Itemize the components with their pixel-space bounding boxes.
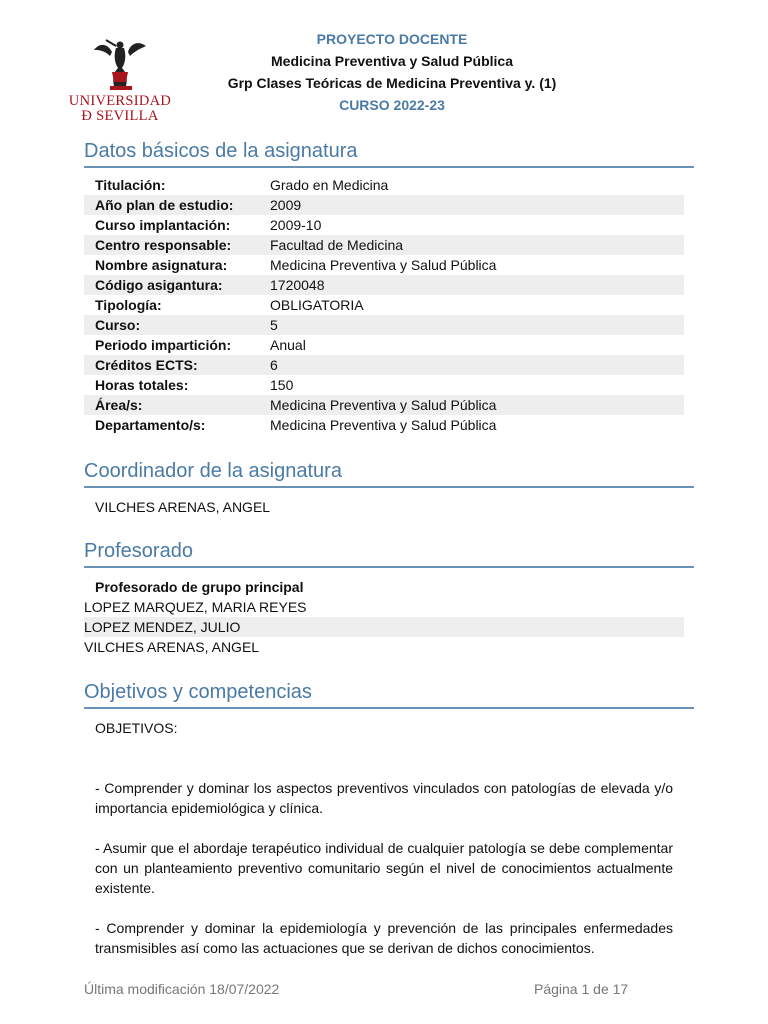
row-value: Facultad de Medicina <box>270 237 404 253</box>
group-name: Grp Clases Teóricas de Medicina Preventiva y. (1) <box>227 75 557 91</box>
table-row <box>84 315 684 335</box>
seal-icon <box>86 36 154 94</box>
row-label: Curso: <box>95 317 141 333</box>
row-label: Titulación: <box>95 177 166 193</box>
section-title-coordinador: Coordinador de la asignatura <box>84 459 694 488</box>
objetivos-label: OBJETIVOS: <box>95 720 178 736</box>
objective-paragraph: - Comprender y dominar la epidemiología y prevención de las principales enfermedades transmisibles así como las actuaciones que se derivan de dichos conocimientos. <box>95 920 673 956</box>
objective-paragraph: - Comprender y dominar los aspectos preventivos vinculados con patologías de elevada y/o importancia epidemiológica y clínica. <box>95 780 673 816</box>
list-item <box>84 617 684 637</box>
table-row <box>84 395 684 415</box>
section-title-profesorado: Profesorado <box>84 539 694 568</box>
table-row <box>84 255 684 275</box>
table-row <box>84 175 684 195</box>
course-year: CURSO 2022-23 <box>339 97 445 113</box>
professor-name: LOPEZ MENDEZ, JULIO <box>84 619 241 635</box>
section-title-datos: Datos básicos de la asignatura <box>84 139 694 168</box>
coordinator-name: VILCHES ARENAS, ANGEL <box>95 499 271 515</box>
document-title: PROYECTO DOCENTE <box>316 31 468 47</box>
row-value: Grado en Medicina <box>270 177 389 193</box>
profesorado-list <box>84 577 684 657</box>
row-value: 5 <box>270 317 278 333</box>
row-label: Código asigantura: <box>95 277 223 293</box>
page-number: Página 1 de 17 <box>534 981 629 997</box>
row-value: OBLIGATORIA <box>270 297 364 313</box>
document-header <box>200 28 584 116</box>
row-value: 1720048 <box>270 277 325 293</box>
table-row <box>84 215 684 235</box>
row-value: Medicina Preventiva y Salud Pública <box>270 397 497 413</box>
table-row <box>84 335 684 355</box>
row-label: Departamento/s: <box>95 417 206 433</box>
objective-paragraph: - Asumir que el abordaje terapéutico individual de cualquier patología se debe complementar con un planteamiento preventivo comunitario según el nivel de conocimientos actualmente existente. <box>95 840 673 896</box>
row-label: Tipología: <box>95 297 162 313</box>
professor-name: VILCHES ARENAS, ANGEL <box>84 639 260 655</box>
profesorado-heading: Profesorado de grupo principal <box>95 579 304 595</box>
datos-table <box>84 175 684 435</box>
table-row <box>84 275 684 295</box>
row-value: Medicina Preventiva y Salud Pública <box>270 257 497 273</box>
table-row <box>84 195 684 215</box>
table-row <box>84 295 684 315</box>
row-label: Créditos ECTS: <box>95 357 198 373</box>
row-label: Curso implantación: <box>95 217 231 233</box>
logo-wordmark <box>64 94 176 124</box>
row-label: Periodo impartición: <box>95 337 232 353</box>
list-item <box>84 637 684 657</box>
row-value: Medicina Preventiva y Salud Pública <box>270 417 497 433</box>
row-value: 2009-10 <box>270 217 322 233</box>
professor-name: LOPEZ MARQUEZ, MARIA REYES <box>84 599 307 615</box>
table-row <box>84 375 684 395</box>
section-title-objetivos: Objetivos y competencias <box>84 680 694 709</box>
row-label: Área/s: <box>95 397 143 413</box>
university-logo <box>64 36 176 126</box>
logo-line-2: Ð SEVILLA <box>81 108 159 124</box>
table-row <box>84 355 684 375</box>
row-label: Centro responsable: <box>95 237 232 253</box>
list-item <box>84 577 684 597</box>
row-label: Nombre asignatura: <box>95 257 228 273</box>
row-label: Año plan de estudio: <box>95 197 234 213</box>
row-value: 2009 <box>270 197 302 213</box>
row-label: Horas totales: <box>95 377 189 393</box>
row-value: 150 <box>270 377 294 393</box>
list-item <box>84 597 684 617</box>
table-row <box>84 415 684 435</box>
logo-line-1: UNIVERSIDAD <box>68 93 172 109</box>
row-value: Anual <box>270 337 306 353</box>
row-value: 6 <box>270 357 278 373</box>
subject-name: Medicina Preventiva y Salud Pública <box>271 53 513 69</box>
last-modified: Última modificación 18/07/2022 <box>84 981 280 997</box>
table-row <box>84 235 684 255</box>
